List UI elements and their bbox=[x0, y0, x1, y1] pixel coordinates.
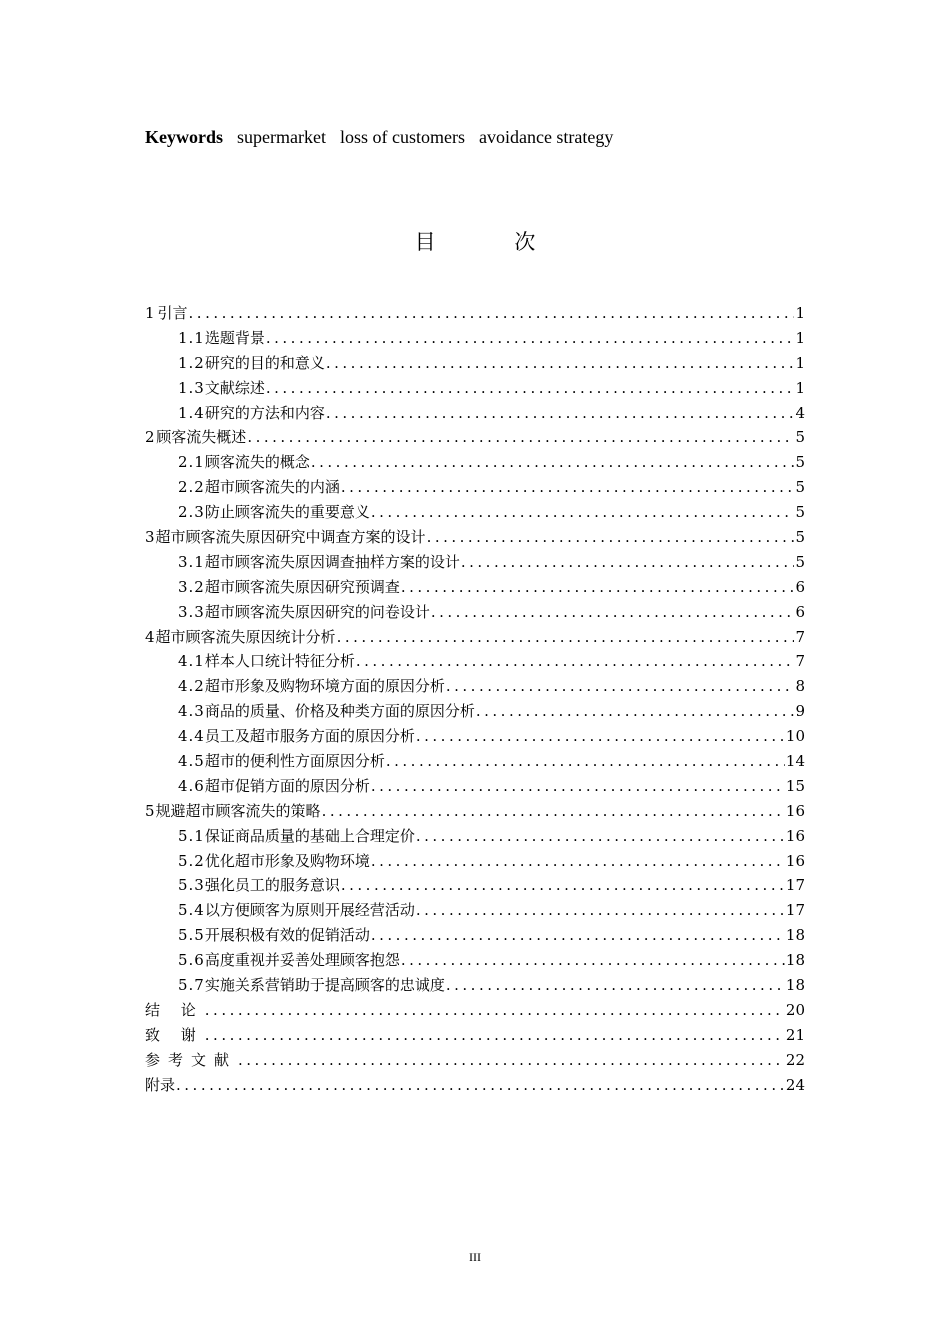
toc-dot-leader bbox=[337, 625, 795, 650]
toc-entry-number: 5.2 bbox=[178, 851, 205, 870]
toc-entry-page: 21 bbox=[785, 1025, 805, 1044]
toc-entry-page: 7 bbox=[795, 627, 805, 646]
toc-entry-page: 5 bbox=[795, 453, 805, 472]
toc-entry-page: 10 bbox=[785, 727, 805, 746]
toc-entry-title: 规避超市顾客流失的策略 bbox=[155, 801, 321, 820]
keywords-line bbox=[145, 126, 613, 148]
toc-entry-page: 1 bbox=[795, 304, 805, 322]
toc-entry-title: 保证商品质量的基础上合理定价 bbox=[204, 826, 415, 845]
toc-entry[interactable] bbox=[145, 923, 805, 948]
toc-entry[interactable] bbox=[145, 525, 805, 550]
toc-entry-title: 顾客流失概述 bbox=[156, 428, 247, 447]
toc-dot-leader bbox=[176, 1073, 785, 1098]
toc-dot-leader bbox=[416, 824, 785, 849]
toc-entry-title: 超市顾客流失原因统计分析 bbox=[155, 627, 336, 646]
toc-dot-leader bbox=[446, 973, 785, 998]
toc-entry[interactable] bbox=[145, 1048, 805, 1073]
toc-entry-number: 5 bbox=[145, 801, 156, 820]
toc-entry-title: 优化超市形象及购物环境 bbox=[204, 851, 370, 870]
toc-entry[interactable] bbox=[145, 699, 805, 724]
toc-entry-page: 5 bbox=[795, 478, 805, 497]
toc-entry-title: 超市顾客流失原因研究中调查方案的设计 bbox=[155, 528, 426, 547]
toc-dot-leader bbox=[341, 873, 785, 898]
toc-entry-page: 5 bbox=[795, 552, 805, 571]
keywords-label: Keywords bbox=[145, 127, 223, 147]
toc-entry-page: 5 bbox=[795, 503, 805, 522]
toc-entry-page: 17 bbox=[785, 901, 805, 920]
toc-entry-title: 引言 bbox=[157, 304, 188, 322]
toc-entry[interactable] bbox=[145, 600, 805, 625]
toc-entry[interactable] bbox=[145, 301, 805, 326]
toc-entry[interactable] bbox=[145, 948, 805, 973]
toc-entry-title: 超市顾客流失原因研究预调查 bbox=[204, 577, 400, 596]
toc-entry-page: 5 bbox=[795, 428, 805, 447]
toc-dot-leader bbox=[461, 550, 795, 575]
toc-entry[interactable] bbox=[145, 351, 805, 376]
toc-entry-number: 3 bbox=[145, 528, 156, 547]
toc-entry[interactable] bbox=[145, 401, 805, 426]
keyword-term: avoidance strategy bbox=[478, 127, 614, 147]
toc-entry-page: 1 bbox=[795, 378, 805, 397]
toc-entry-number: 5.7 bbox=[178, 976, 205, 995]
toc-entry-page: 8 bbox=[795, 677, 805, 696]
toc-entry-number: 2.2 bbox=[178, 478, 205, 497]
keyword-term: supermarket bbox=[237, 127, 326, 147]
toc-entry-page: 5 bbox=[795, 528, 805, 547]
toc-entry-number: 3.1 bbox=[178, 552, 205, 571]
toc-entry-title: 高度重视并妥善处理顾客抱怨 bbox=[204, 951, 400, 970]
toc-entry-number: 2 bbox=[145, 428, 156, 447]
toc-entry-page: 6 bbox=[795, 602, 805, 621]
toc-entry-number: 4 bbox=[145, 627, 156, 646]
toc-dot-leader bbox=[371, 500, 795, 525]
toc-entry[interactable] bbox=[145, 1073, 805, 1098]
toc-entry-title: 超市顾客流失的内涵 bbox=[204, 478, 340, 497]
toc-entry-title: 文献综述 bbox=[204, 378, 265, 397]
toc-entry-number: 2.3 bbox=[178, 503, 205, 522]
toc-entry-number: 4.5 bbox=[178, 752, 205, 771]
toc-entry-page: 22 bbox=[785, 1050, 805, 1069]
toc-entry[interactable] bbox=[145, 724, 805, 749]
toc-dot-leader bbox=[205, 998, 785, 1023]
toc-entry-number: 2.1 bbox=[178, 453, 205, 472]
toc-dot-leader bbox=[416, 898, 785, 923]
toc-dot-leader bbox=[189, 301, 795, 326]
toc-entry[interactable] bbox=[145, 649, 805, 674]
toc-entry-number: 5.4 bbox=[178, 901, 205, 920]
toc-dot-leader bbox=[266, 326, 795, 351]
toc-entry-number: 3.2 bbox=[178, 577, 205, 596]
toc-entry-title: 附录 bbox=[145, 1075, 176, 1094]
toc-dot-leader bbox=[341, 475, 795, 500]
toc-dot-leader bbox=[326, 401, 795, 426]
toc-dot-leader bbox=[371, 923, 785, 948]
toc-entry[interactable] bbox=[145, 475, 805, 500]
toc-entry-number: 4.1 bbox=[178, 652, 205, 671]
toc-entry-number: 3.3 bbox=[178, 602, 205, 621]
toc-entry-page: 6 bbox=[795, 577, 805, 596]
table-of-contents bbox=[145, 301, 805, 1098]
toc-entry[interactable] bbox=[145, 998, 805, 1023]
toc-entry[interactable] bbox=[145, 425, 805, 450]
toc-dot-leader bbox=[266, 376, 795, 401]
toc-entry[interactable] bbox=[145, 898, 805, 923]
toc-entry-number: 5.3 bbox=[178, 876, 205, 895]
toc-entry-title: 结 论 bbox=[145, 1000, 204, 1019]
toc-entry-number: 4.6 bbox=[178, 776, 205, 795]
toc-dot-leader bbox=[401, 948, 785, 973]
toc-entry-title: 员工及超市服务方面的原因分析 bbox=[204, 727, 415, 746]
toc-entry-number: 5.5 bbox=[178, 926, 205, 945]
toc-entry-page: 20 bbox=[785, 1000, 805, 1019]
toc-dot-leader bbox=[476, 699, 795, 724]
toc-entry-title: 实施关系营销助于提高顾客的忠诚度 bbox=[204, 976, 445, 995]
toc-entry-number: 1 bbox=[145, 304, 156, 322]
toc-entry[interactable] bbox=[145, 450, 805, 475]
toc-entry-number: 5.1 bbox=[178, 826, 205, 845]
toc-dot-leader bbox=[205, 1023, 785, 1048]
toc-entry[interactable] bbox=[145, 625, 805, 650]
toc-dot-leader bbox=[386, 749, 785, 774]
toc-entry-title: 以方便顾客为原则开展经营活动 bbox=[204, 901, 415, 920]
toc-entry-page: 17 bbox=[785, 876, 805, 895]
toc-entry[interactable] bbox=[145, 973, 805, 998]
toc-entry-number: 1.1 bbox=[178, 328, 205, 347]
toc-entry[interactable] bbox=[145, 749, 805, 774]
toc-entry-page: 1 bbox=[795, 353, 805, 372]
toc-entry-page: 15 bbox=[785, 776, 805, 795]
toc-title: 目 次 bbox=[414, 230, 572, 254]
toc-entry-title: 超市顾客流失原因研究的问卷设计 bbox=[204, 602, 430, 621]
toc-entry-page: 4 bbox=[795, 403, 805, 422]
toc-entry[interactable] bbox=[145, 326, 805, 351]
toc-dot-leader bbox=[356, 649, 795, 674]
toc-entry-title: 商品的质量、价格及种类方面的原因分析 bbox=[204, 702, 475, 721]
toc-dot-leader bbox=[326, 351, 795, 376]
toc-entry-page: 9 bbox=[795, 702, 805, 721]
toc-entry[interactable] bbox=[145, 500, 805, 525]
toc-entry-title: 致 谢 bbox=[145, 1025, 204, 1044]
toc-entry[interactable] bbox=[145, 1023, 805, 1048]
toc-entry[interactable] bbox=[145, 824, 805, 849]
toc-dot-leader bbox=[322, 799, 785, 824]
toc-entry-title: 开展积极有效的促销活动 bbox=[204, 926, 370, 945]
toc-entry[interactable] bbox=[145, 550, 805, 575]
toc-entry-title: 超市顾客流失原因调查抽样方案的设计 bbox=[204, 552, 460, 571]
toc-entry-title: 超市形象及购物环境方面的原因分析 bbox=[204, 677, 445, 696]
toc-entry-title: 选题背景 bbox=[204, 328, 265, 347]
toc-entry-number: 1.3 bbox=[178, 378, 205, 397]
toc-entry-title: 超市促销方面的原因分析 bbox=[204, 776, 370, 795]
toc-dot-leader bbox=[311, 450, 795, 475]
page-number: III bbox=[469, 1250, 481, 1264]
toc-entry-number: 4.2 bbox=[178, 677, 205, 696]
toc-dot-leader bbox=[427, 525, 795, 550]
toc-dot-leader bbox=[371, 774, 785, 799]
toc-entry-number: 1.4 bbox=[178, 403, 205, 422]
toc-entry-page: 18 bbox=[785, 976, 805, 995]
toc-dot-leader bbox=[247, 425, 794, 450]
toc-entry-title: 顾客流失的概念 bbox=[204, 453, 310, 472]
toc-entry[interactable] bbox=[145, 873, 805, 898]
toc-entry-number: 1.2 bbox=[178, 353, 205, 372]
toc-entry-title: 超市的便利性方面原因分析 bbox=[204, 752, 385, 771]
toc-entry-title: 研究的方法和内容 bbox=[204, 403, 325, 422]
toc-entry[interactable] bbox=[145, 849, 805, 874]
toc-dot-leader bbox=[238, 1048, 785, 1073]
toc-dot-leader bbox=[401, 575, 795, 600]
toc-entry[interactable] bbox=[145, 674, 805, 699]
toc-entry[interactable] bbox=[145, 799, 805, 824]
toc-entry-number: 4.4 bbox=[178, 727, 205, 746]
toc-entry-number: 5.6 bbox=[178, 951, 205, 970]
toc-entry-page: 14 bbox=[785, 752, 805, 771]
toc-entry-page: 16 bbox=[785, 851, 805, 870]
toc-entry-page: 7 bbox=[795, 652, 805, 671]
keyword-term: loss of customers bbox=[339, 127, 465, 147]
toc-dot-leader bbox=[371, 849, 785, 874]
toc-entry-page: 16 bbox=[785, 801, 805, 820]
toc-entry-page: 18 bbox=[785, 951, 805, 970]
toc-entry[interactable] bbox=[145, 774, 805, 799]
toc-entry-page: 24 bbox=[785, 1075, 805, 1094]
toc-entry-title: 研究的目的和意义 bbox=[204, 353, 325, 372]
toc-entry-page: 1 bbox=[795, 328, 805, 347]
toc-entry[interactable] bbox=[145, 376, 805, 401]
toc-entry-page: 18 bbox=[785, 926, 805, 945]
toc-entry[interactable] bbox=[145, 575, 805, 600]
toc-dot-leader bbox=[431, 600, 795, 625]
toc-dot-leader bbox=[416, 724, 785, 749]
toc-entry-title: 强化员工的服务意识 bbox=[204, 876, 340, 895]
toc-entry-title: 参考文献 bbox=[145, 1050, 238, 1069]
toc-entry-title: 防止顾客流失的重要意义 bbox=[204, 503, 370, 522]
toc-entry-title: 样本人口统计特征分析 bbox=[204, 652, 355, 671]
toc-entry-page: 16 bbox=[785, 826, 805, 845]
toc-entry-number: 4.3 bbox=[178, 702, 205, 721]
toc-dot-leader bbox=[446, 674, 795, 699]
